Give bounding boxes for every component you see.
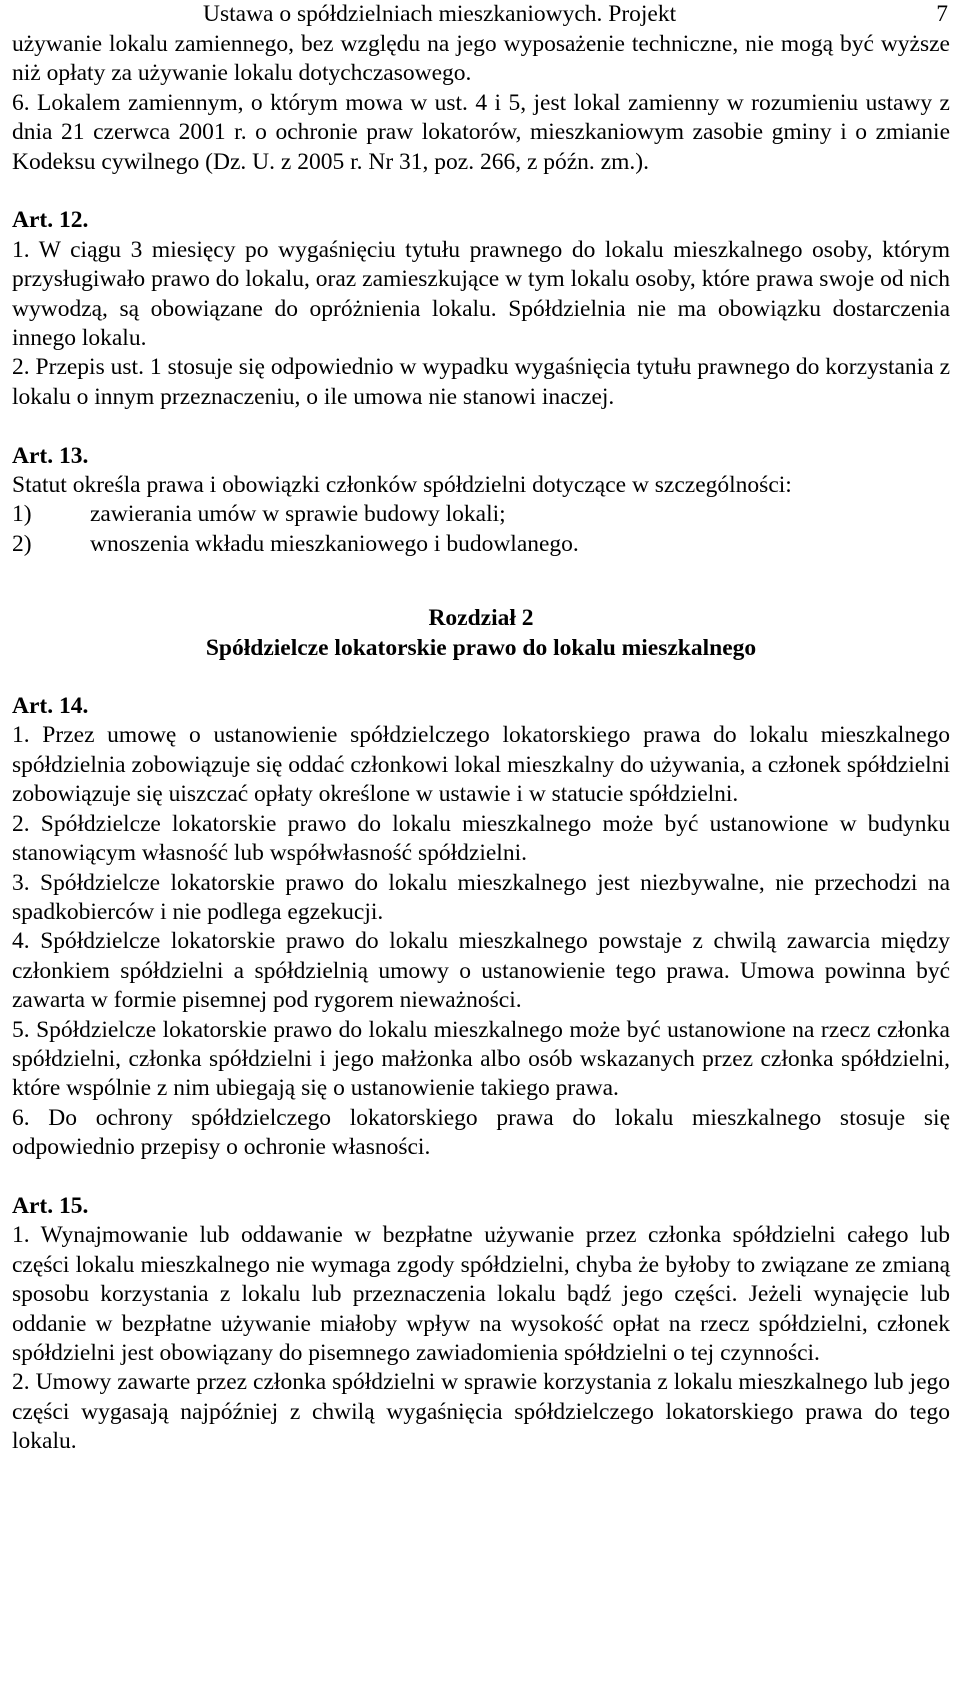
intro-paragraph-continued: używanie lokalu zamiennego, bez względu na jego wyposażenie techniczne, nie mogą być wyższe niż opłaty za używanie lokalu dotychczasowego. bbox=[12, 31, 950, 87]
list-item bbox=[12, 530, 950, 559]
art-14-para-6: 6. Do ochrony spółdzielczego lokatorskiego prawa do lokalu mieszkalnego stosuje się odpowiednio przepisy o ochronie własności. bbox=[12, 1104, 950, 1161]
art-13-intro: Statut określa prawa i obowiązki członków spółdzielni dotyczące w szczególności: bbox=[12, 472, 792, 499]
art-12-para-1: 1. W ciągu 3 miesięcy po wygaśnięciu tytułu prawnego do lokalu mieszkalnego osoby, którym przysługiwało prawo do lokalu, oraz zamieszkujące w tym lokalu osoby, które prawa swoje od nich wywodzą, są obowiązane do opróżnienia lokalu. Spółdzielnia nie ma obowiązku dostarczenia innego lokalu. bbox=[12, 236, 950, 352]
art-15-para-2: 2. Umowy zawarte przez członka spółdzielni w sprawie korzystania z lokalu mieszkalnego lub jego części wygasają najpóźniej z chwilą wygaśnięcia spółdzielczego lokatorskiego prawa do tego lokalu. bbox=[12, 1369, 950, 1455]
header-title: Ustawa o spółdzielniach mieszkaniowych. Projekt bbox=[203, 1, 677, 27]
page-header bbox=[12, 0, 950, 30]
art-14-para-1: 1. Przez umowę o ustanowienie spółdzielczego lokatorskiego prawa do lokalu mieszkalnego spółdzielnia zobowiązuje się oddać członkowi lokal mieszkalny do używania, a członek spółdzielni zobowiązuje się uiszczać opłaty określone w ustawie i w statucie spółdzielni. bbox=[12, 722, 950, 808]
art-14-para-2: 2. Spółdzielcze lokatorskie prawo do lokalu mieszkalnego może być ustanowione w budynku stanowiącym własność lub współwłasność spółdzielni. bbox=[12, 810, 950, 867]
list-item-text: zawierania umów w sprawie budowy lokali; bbox=[90, 501, 506, 528]
art-15-para-1: 1. Wynajmowanie lub oddawanie w bezpłatne używanie przez członka spółdzielni całego lub części lokalu mieszkalnego nie wymaga zgody spółdzielni, chyba że byłoby to związane ze zmianą sposobu korzystania z lokalu lub przeznaczenia lokalu bądź jego części. Jeżeli wynajęcie lub oddanie w bezpłatne używanie miałoby wpływ na wysokość opłat na rzecz spółdzielni, członek spółdzielni jest obowiązany do pisemnego zawiadomienia spółdzielni o tej czynności. bbox=[12, 1222, 950, 1366]
list-item-number: 2) bbox=[12, 530, 32, 557]
page-number: 7 bbox=[936, 1, 948, 27]
art-15-heading: Art. 15. bbox=[12, 1192, 89, 1219]
list-item-number: 1) bbox=[12, 501, 32, 528]
document-page bbox=[12, 0, 950, 1457]
art-13-heading: Art. 13. bbox=[12, 442, 89, 469]
intro-paragraph-6: 6. Lokalem zamiennym, o którym mowa w ust. 4 i 5, jest lokal zamienny w rozumieniu ustawy z dnia 21 czerwca 2001 r. o ochronie praw lokatorów, mieszkaniowym zasobie gminy i o zmianie Kodeksu cywilnego (Dz. U. z 2005 r. Nr 31, poz. 266, z późn. zm.). bbox=[12, 89, 950, 175]
art-12-para-2: 2. Przepis ust. 1 stosuje się odpowiednio w wypadku wygaśnięcia tytułu prawnego do korzystania z lokalu o innym przeznaczeniu, o ile umowa nie stanowi inaczej. bbox=[12, 354, 950, 410]
list-item-text: wnoszenia wkładu mieszkaniowego i budowlanego. bbox=[90, 530, 579, 557]
art-14-para-4: 4. Spółdzielcze lokatorskie prawo do lokalu mieszkalnego powstaje z chwilą zawarcia między członkiem spółdzielni a spółdzielnią umowy o ustanowienie tego prawa. Umowa powinna być zawarta w formie pisemnej pod rygorem nieważności. bbox=[12, 928, 950, 1014]
art-12-heading: Art. 12. bbox=[12, 207, 89, 234]
art-14-para-5: 5. Spółdzielcze lokatorskie prawo do lokalu mieszkalnego może być ustanowione na rzecz członka spółdzielni, członka spółdzielni i jego małżonka albo osób wskazanych przez członka spółdzielni, które wspólnie z nim ubiegają się o ustanowienie takiego prawa. bbox=[12, 1016, 950, 1102]
chapter-label: Rozdział 2 bbox=[428, 604, 534, 631]
list-item bbox=[12, 500, 950, 529]
art-14-para-3: 3. Spółdzielcze lokatorskie prawo do lokalu mieszkalnego jest niezbywalne, nie przechodzi na spadkobierców i nie podlega egzekucji. bbox=[12, 869, 950, 925]
chapter-title: Spółdzielcze lokatorskie prawo do lokalu mieszkalnego bbox=[205, 634, 757, 661]
art-14-heading: Art. 14. bbox=[12, 693, 89, 720]
